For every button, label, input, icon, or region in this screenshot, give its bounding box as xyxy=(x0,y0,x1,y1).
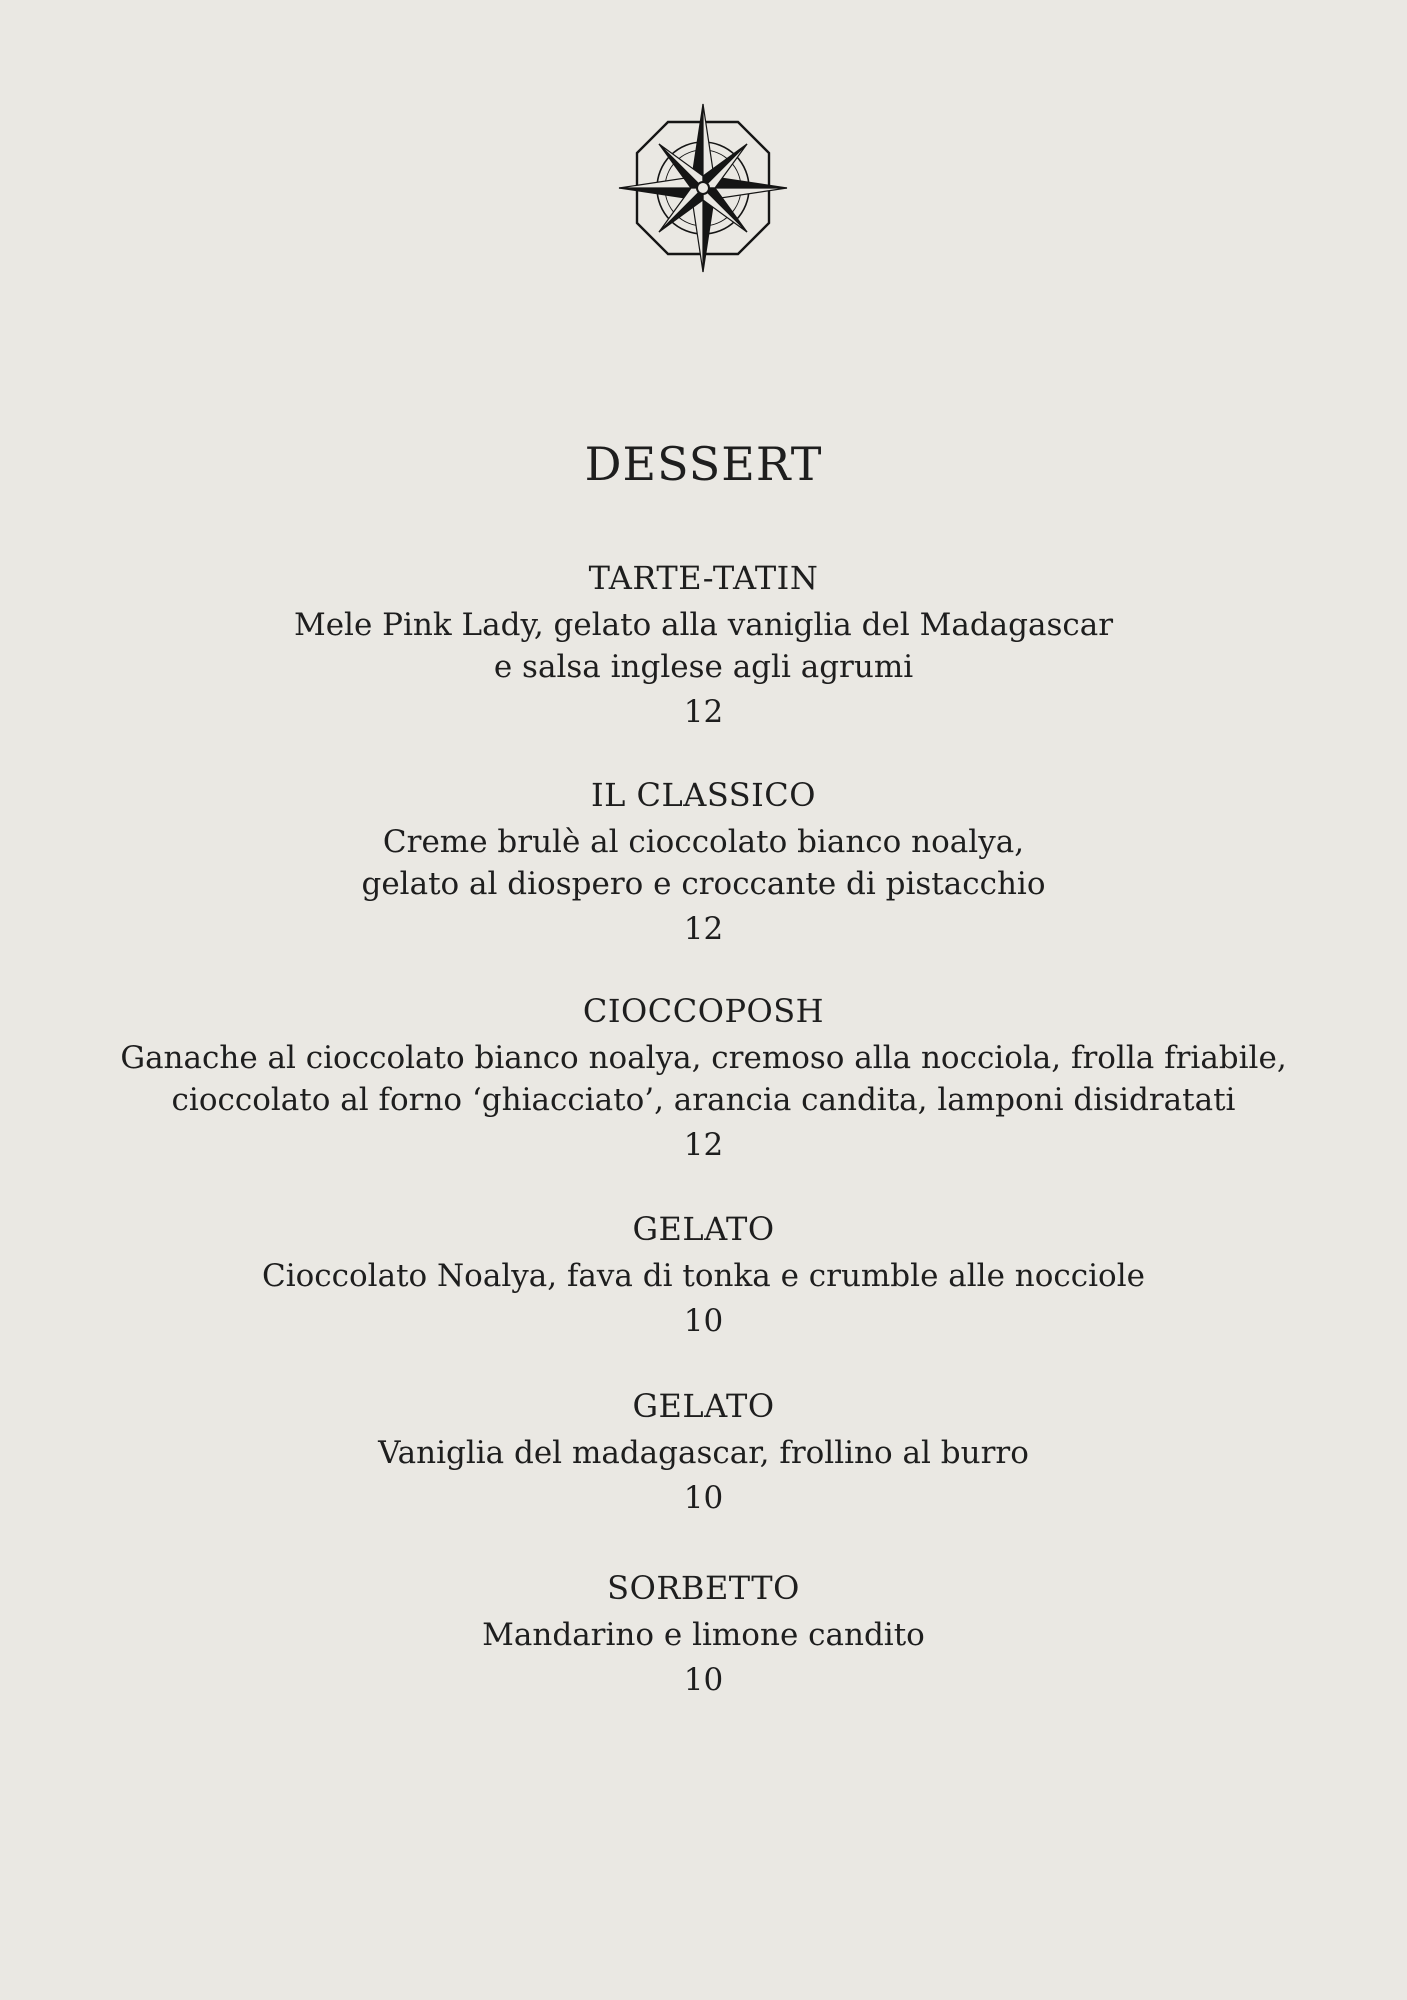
item-description-line: Vaniglia del madagascar, frollino al burro xyxy=(378,1435,1029,1471)
item-name: TARTE-TATIN xyxy=(588,559,819,597)
item-description-line: Ganache al cioccolato bianco noalya, cremoso alla nocciola, frolla friabile, xyxy=(120,1040,1287,1076)
item-description-line: e salsa inglese agli agrumi xyxy=(493,649,914,685)
item-description-line: Mele Pink Lady, gelato alla vaniglia del Madagascar xyxy=(293,607,1114,643)
compass-star-icon xyxy=(617,102,789,274)
item-description xyxy=(0,1614,1407,1656)
item-name: IL CLASSICO xyxy=(590,776,817,814)
item-price: 10 xyxy=(683,1303,724,1339)
menu-item-gelato-vaniglia xyxy=(0,1386,1407,1520)
menu-item-gelato-cioccolato xyxy=(0,1209,1407,1343)
item-description-line: Cioccolato Noalya, fava di tonka e crumble alle nocciole xyxy=(262,1258,1145,1294)
item-name: GELATO xyxy=(632,1210,775,1248)
item-description xyxy=(0,1255,1407,1297)
item-name: GELATO xyxy=(632,1387,775,1425)
item-description-line: Creme brulè al cioccolato bianco noalya, xyxy=(382,824,1025,860)
item-description-line: gelato al diospero e croccante di pistacchio xyxy=(361,866,1046,902)
item-description xyxy=(0,821,1407,905)
item-price: 12 xyxy=(683,694,724,730)
item-description-line: cioccolato al forno ‘ghiacciato’, arancia candita, lamponi disidratati xyxy=(171,1082,1236,1118)
menu-item-cioccoposh xyxy=(0,991,1407,1167)
menu-title: DESSERT xyxy=(584,437,823,491)
menu-item-tarte-tatin xyxy=(0,558,1407,734)
item-price: 10 xyxy=(683,1480,724,1516)
item-price: 12 xyxy=(683,911,724,947)
item-description xyxy=(0,604,1407,688)
menu-item-sorbetto xyxy=(0,1568,1407,1702)
item-description xyxy=(0,1432,1407,1474)
item-name: CIOCCOPOSH xyxy=(582,992,825,1030)
item-price: 10 xyxy=(683,1662,724,1698)
item-name: SORBETTO xyxy=(607,1569,800,1607)
item-description-line: Mandarino e limone candito xyxy=(482,1617,925,1653)
item-description xyxy=(0,1037,1407,1121)
item-price: 12 xyxy=(683,1127,724,1163)
menu-item-il-classico xyxy=(0,775,1407,951)
